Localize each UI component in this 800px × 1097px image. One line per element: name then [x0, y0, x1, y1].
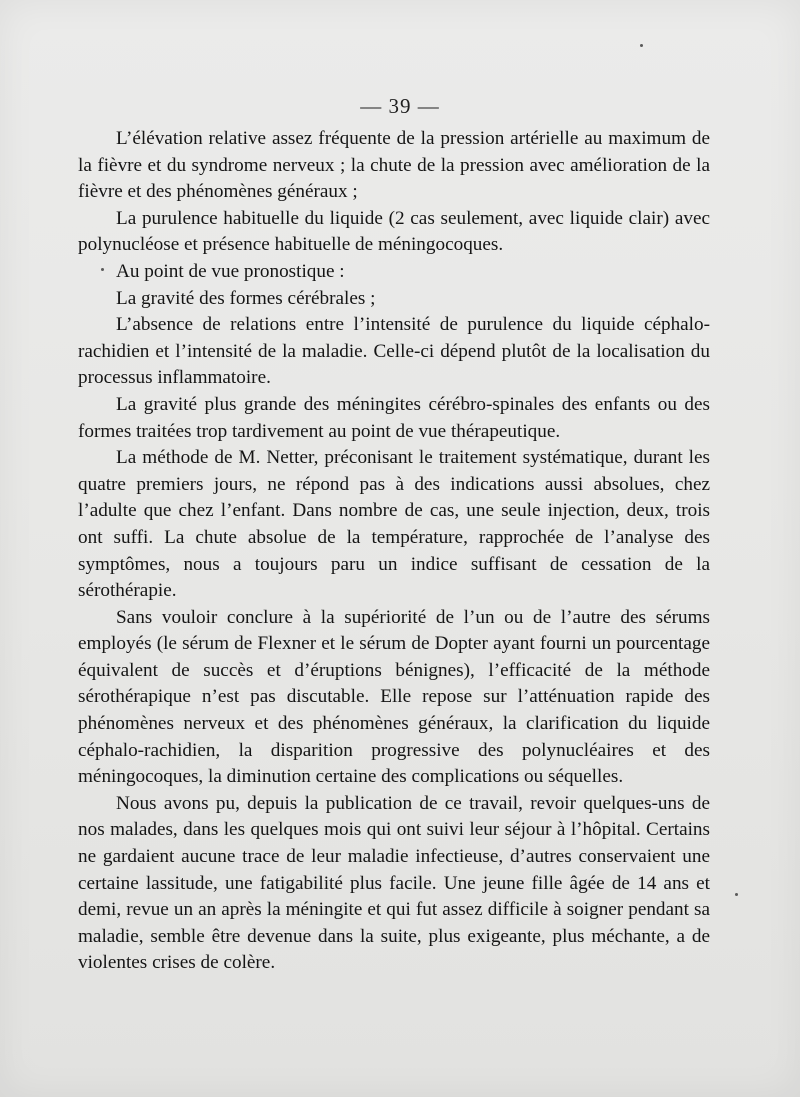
paragraph: L’élévation relative assez fréquente de la pression artérielle au maximum de la fièvre et du syndrome nerveux ; la chute de la pression avec amélioration de la fièvre et des phénomènes généraux ;	[78, 128, 710, 203]
paragraph: Au point de vue pronostique :	[116, 260, 345, 282]
paragraph: Nous avons pu, depuis la publication de ce travail, revoir quelques-uns de nos malades, dans les quelques mois qui ont suivi leur séjour à l’hôpital. Certains ne gardaient aucune trace de leur maladie infectieuse, d’autres conservaient une certaine lassitude, une fatigabilité plus facile. Une jeune fille âgée de 14 ans et demi, revue un an après la méningite et qui fut assez difficile à soigner pendant sa maladie, semble être devenue dans la suite, plus exigeante, plus méchante, a de violentes crises de colère.	[78, 792, 710, 974]
page-number: — 39 —	[360, 94, 440, 118]
paragraph: La méthode de M. Netter, préconisant le traitement systématique, durant les quatre premiers jours, ne répond pas à des indications aussi absolues, chez l’adulte que chez l’enfant. Dans nombre de cas, une seule injection, deux, trois ont suffi. La chute absolue de la température, rapprochée de l’analyse des symptômes, nous a toujours paru un indice suffisant de cessation de la sérothérapie.	[78, 447, 710, 602]
body-text	[78, 126, 710, 977]
paragraph: La gravité plus grande des méningites cérébro-spinales des enfants ou des formes traitées trop tardivement au point de vue thérapeutique.	[78, 393, 710, 442]
paper-speck	[640, 44, 643, 47]
paragraph: L’absence de relations entre l’intensité de purulence du liquide céphalo-rachidien et l’intensité de la maladie. Celle-ci dépend plutôt de la localisation du processus inflammatoire.	[78, 314, 710, 389]
paper-speck	[735, 893, 738, 896]
paragraph: La purulence habituelle du liquide (2 cas seulement, avec liquide clair) avec polynucléose et présence habituelle de méningocoques.	[78, 207, 710, 256]
paragraph: Sans vouloir conclure à la supériorité de l’un ou de l’autre des sérums employés (le sérum de Flexner et le sérum de Dopter ayant fourni un pourcentage équivalent de succès et d’éruptions bénignes), l’efficacité de la méthode sérothérapique n’est pas discutable. Elle repose sur l’atténuation rapide des phénomènes nerveux et des phénomènes généraux, la clarification du liquide céphalo-rachidien, la disparition progressive des polynucléaires et des méningocoques, la diminution certaine des complications ou séquelles.	[78, 606, 710, 788]
paper-speck	[101, 268, 104, 271]
paragraph: La gravité des formes cérébrales ;	[116, 287, 376, 309]
